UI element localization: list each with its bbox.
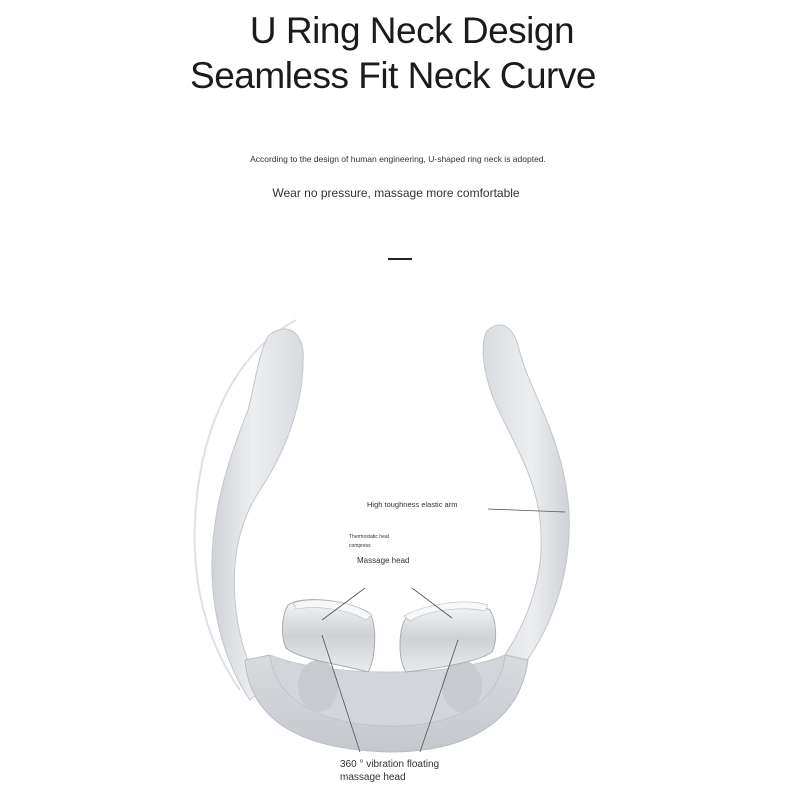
callout-vibration: 360 ° vibration floating massage head: [340, 759, 440, 783]
description-line-2: Wear no pressure, massage more comfortable: [272, 186, 520, 200]
right-arm: [483, 325, 569, 670]
right-stem: [442, 660, 482, 712]
callout-massage-head: Massage head: [357, 556, 410, 565]
description-line-1: According to the design of human engineering, U-shaped ring neck is adopted.: [250, 154, 546, 164]
title-line-2: Seamless Fit Neck Curve: [190, 55, 596, 96]
callout-heat-compress: Thermostatic heat compress: [349, 534, 390, 549]
callout-elastic-arm: High toughness elastic arm: [367, 500, 458, 509]
title-line-1: U Ring Neck Design: [249, 10, 575, 51]
left-stem: [298, 660, 338, 712]
